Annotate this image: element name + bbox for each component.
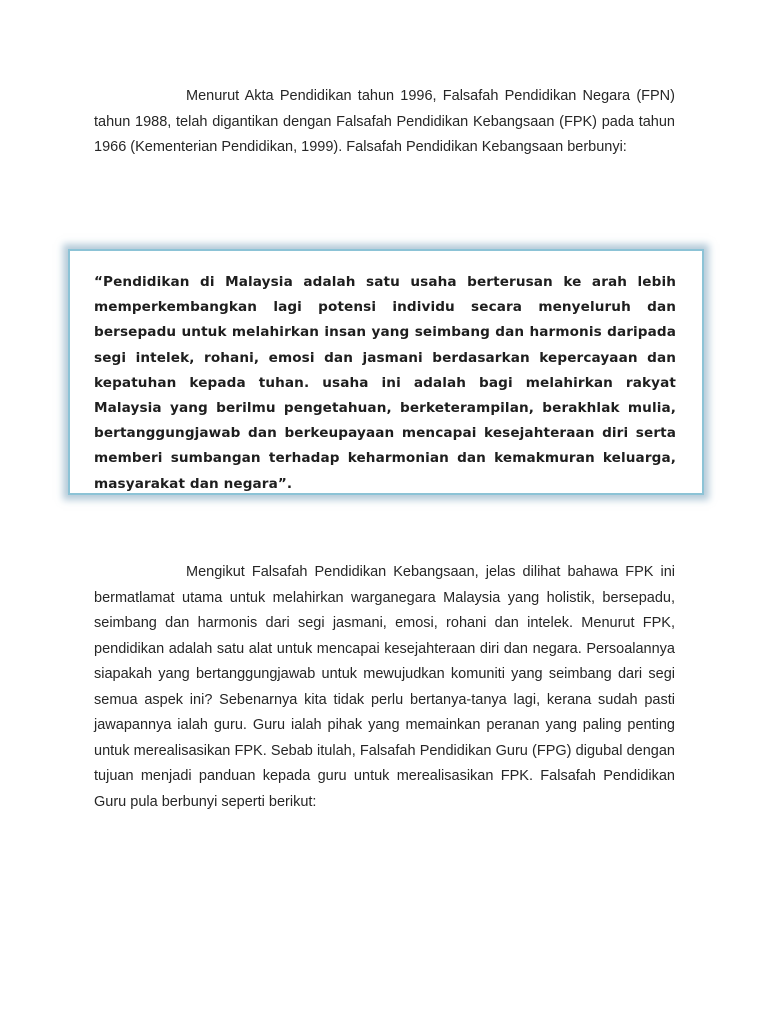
body-paragraph: Mengikut Falsafah Pendidikan Kebangsaan, jelas dilihat bahawa FPK ini bermatlamat utama untuk melahirkan warganegara Malaysia yang holistik, bersepadu, seimbang dan harmonis dari segi jasmani, emosi, rohani dan intelek. Menurut FPK, pendidikan adalah satu alat untuk mencapai kesejahteraan diri dan negara. Persoalannya siapakah yang bertanggungjawab untuk mewujudkan komuniti yang seimbang dari segi semua aspek ini? Sebenarnya kita tidak perlu bertanya-tanya lagi, kerana sudah pasti jawapannya ialah guru. Guru ialah pihak yang memainkan peranan yang paling penting untuk merealisasikan FPK. Sebab itulah, Falsafah Pendidikan Guru (FPG) digubal dengan tujuan menjadi panduan kepada guru untuk merealisasikan FPK. Falsafah Pendidikan Guru pula berbunyi seperti berikut: [94, 564, 675, 810]
intro-paragraph: Menurut Akta Pendidikan tahun 1996, Falsafah Pendidikan Negara (FPN) tahun 1988, telah digantikan dengan Falsafah Pendidikan Kebangsaan (FPK) pada tahun 1966 (Kementerian Pendidikan, 1999). Falsafah Pendidikan Kebangsaan berbunyi: [94, 88, 675, 155]
philosophy-quote-box [68, 249, 704, 495]
fpk-quote-text: “Pendidikan di Malaysia adalah satu usaha berterusan ke arah lebih memperkembangkan lagi potensi individu secara menyeluruh dan bersepadu untuk melahirkan insan yang seimbang dan harmonis daripada segi intelek, rohani, emosi dan jasmani berdasarkan kepercayaan dan kepatuhan kepada tuhan. usaha ini adalah bagi melahirkan rakyat Malaysia yang berilmu pengetahuan, berketerampilan, berakhlak mulia, bertanggungjawab dan berkeupayaan mencapai kesejahteraan diri serta memberi sumbangan terhadap keharmonian dan kemakmuran keluarga, masyarakat dan negara”. [94, 274, 676, 492]
